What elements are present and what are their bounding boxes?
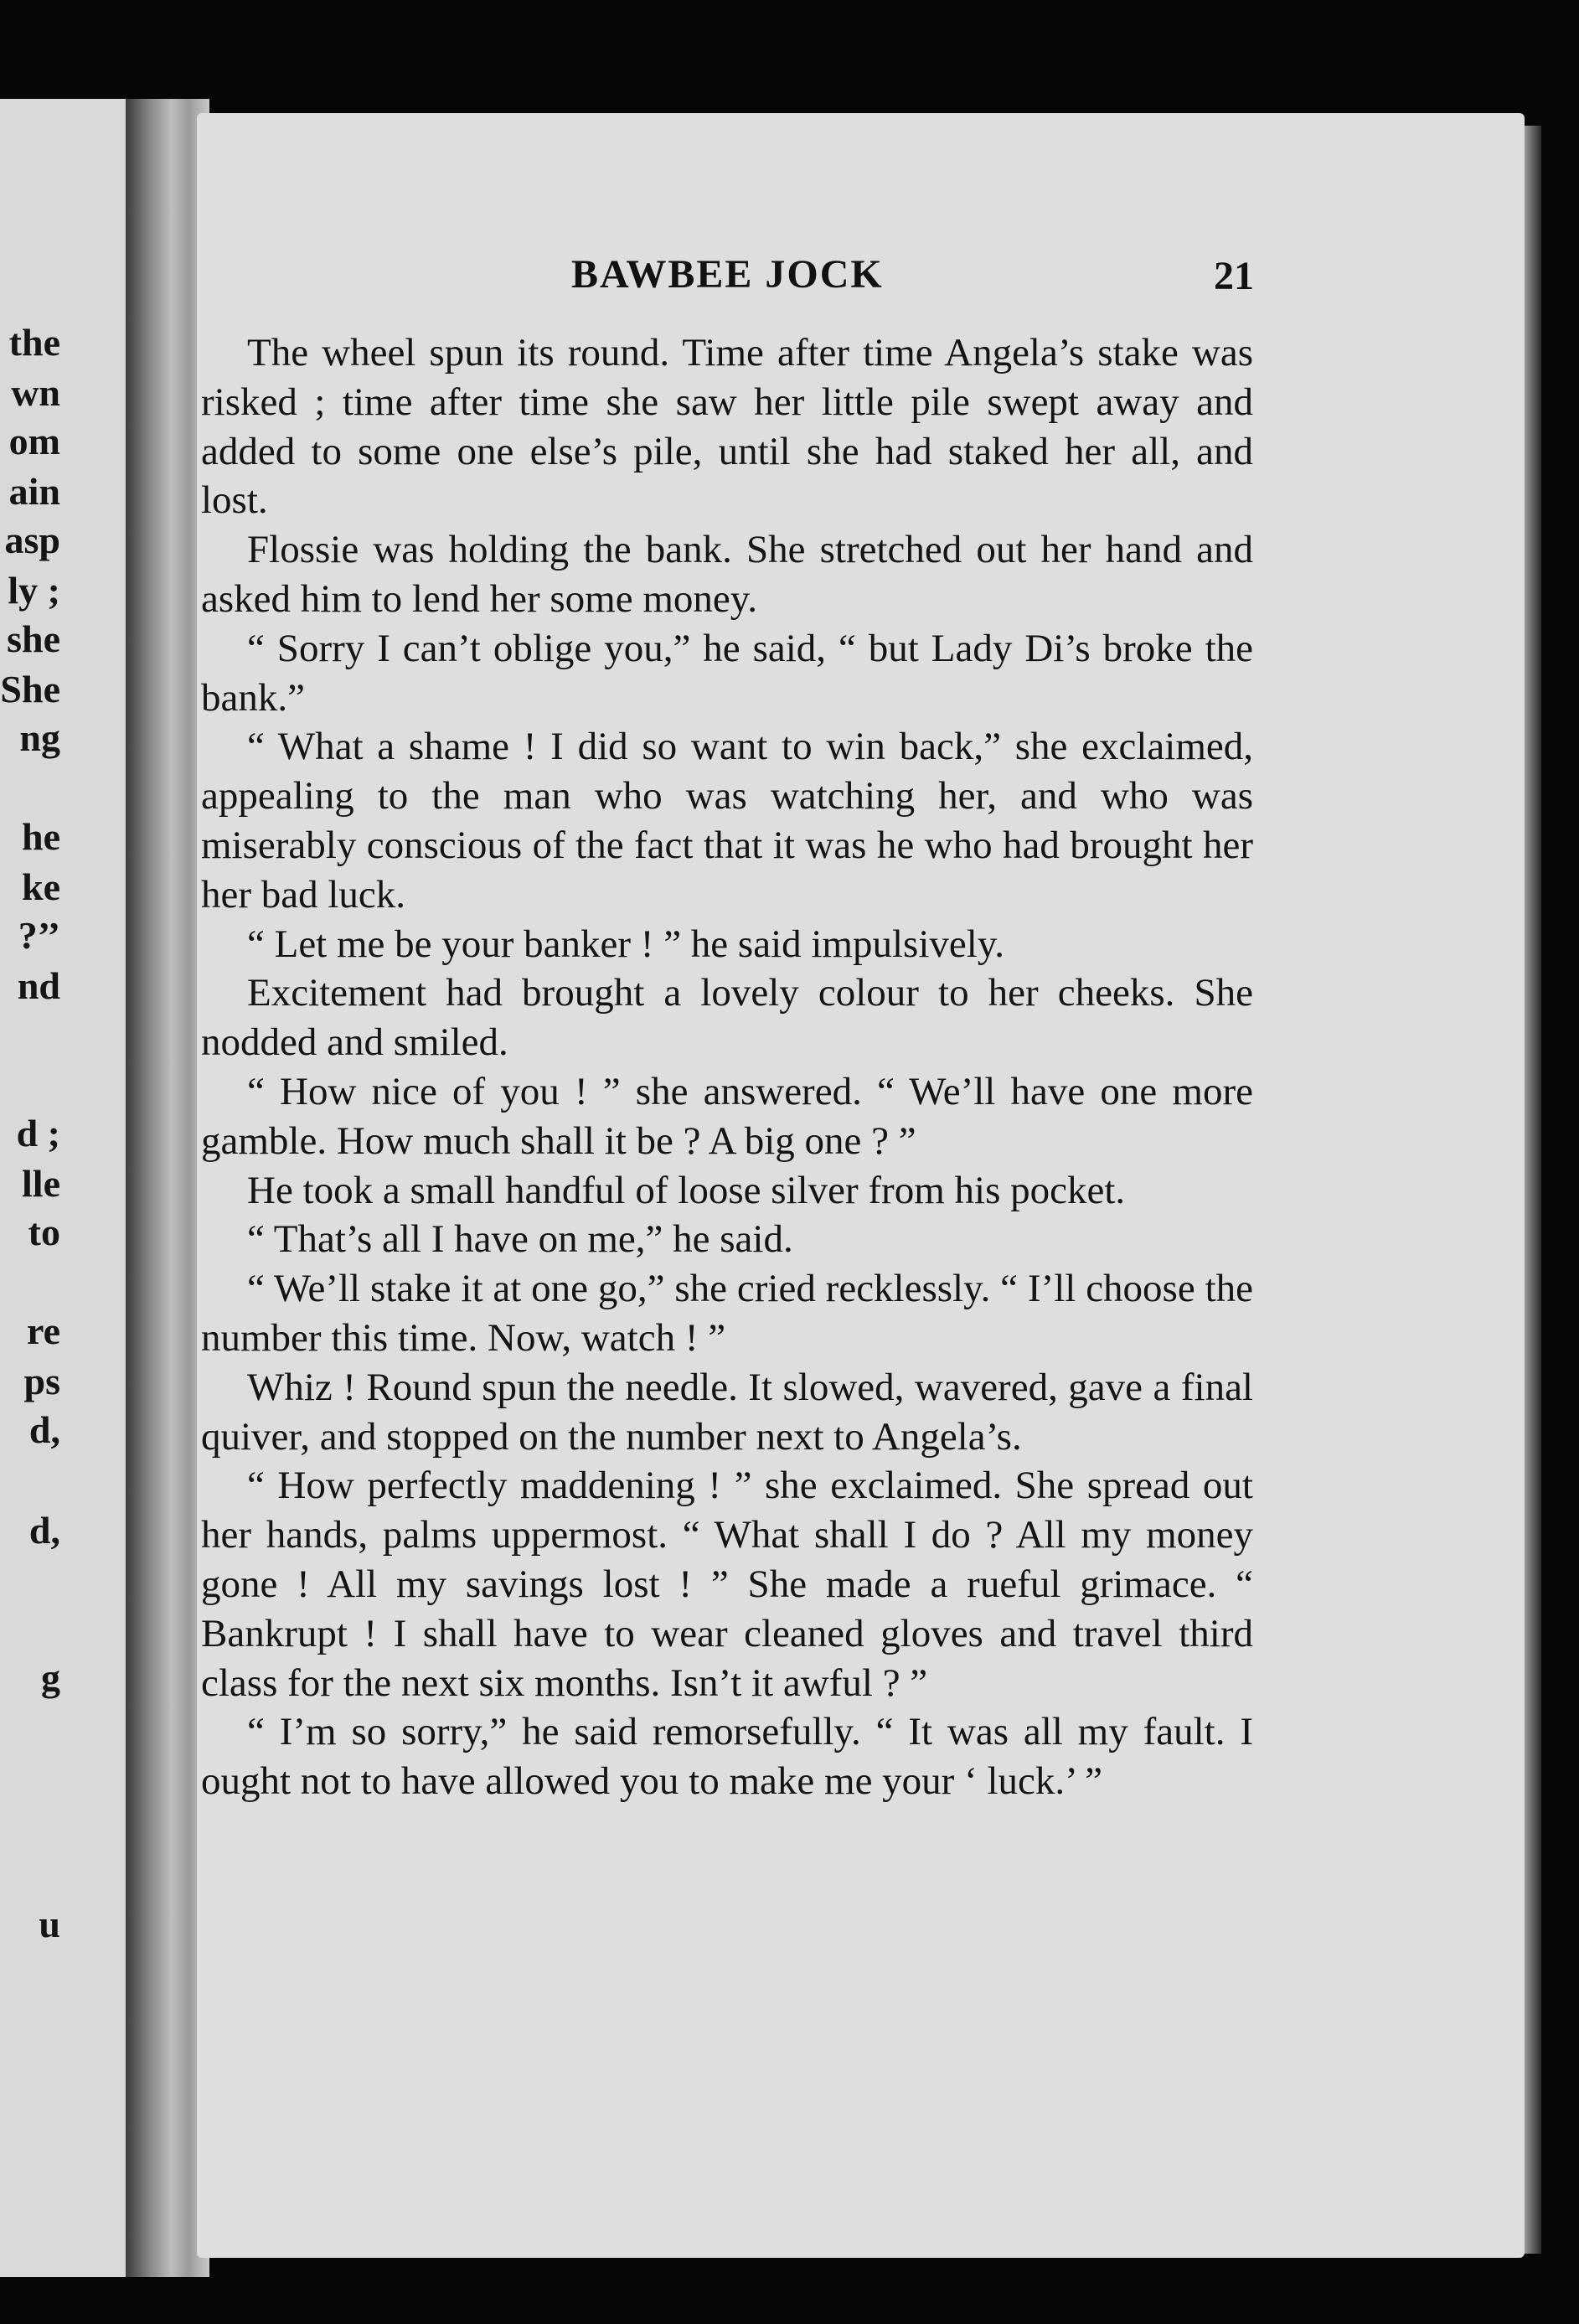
left-page-fragment: ng xyxy=(19,716,60,759)
paragraph: “ We’ll stake it at one go,” she cried recklessly. “ I’ll choose the number this time. Now, watch ! ” xyxy=(201,1267,1253,1360)
page-header xyxy=(197,251,1525,302)
left-page-fragment: ?’’ xyxy=(18,914,60,957)
left-page-fragment: the xyxy=(8,321,60,364)
paragraph: “ What a shame ! I did so want to win back,” she exclaimed, appealing to the man who was watching her, and who was miserably conscious of the fact that it was he who had brought her her bad luck. xyxy=(201,725,1253,917)
paragraph: Flossie was holding the bank. She stretched out her hand and asked him to lend her some money. xyxy=(201,528,1253,621)
left-page-fragment: asp xyxy=(4,519,60,561)
left-page-fragment: ps xyxy=(23,1360,60,1402)
left-page-fragment: She xyxy=(0,668,60,710)
left-page-fragment: lle xyxy=(22,1162,60,1205)
left-page-fragment: she xyxy=(7,617,60,660)
left-page-fragment: nd xyxy=(17,964,60,1007)
paragraph: “ How nice of you ! ” she answered. “ We’ll have one more gamble. How much shall it be ? A big one ? ” xyxy=(201,1069,1253,1163)
paragraph: Whiz ! Round spun the needle. It slowed, wavered, gave a final quiver, and stopped on the number next to Angela’s. xyxy=(201,1365,1253,1459)
left-page-fragment: u xyxy=(39,1903,60,1945)
left-page-fragment: ly ; xyxy=(8,569,60,612)
page-edge-shadow xyxy=(1525,126,1541,2254)
left-page-fragment: to xyxy=(28,1211,60,1253)
paragraph: “ Sorry I can’t oblige you,” he said, “ but Lady Di’s broke the bank.” xyxy=(201,626,1253,720)
paragraph: “ How perfectly maddening ! ” she exclaimed. She spread out her hands, palms uppermost. “ What shall I do ? All my money gone ! All my savings lost ! ” She made a rueful grimace. “ Bankrupt ! I shall have to wear cleaned gloves and travel third class for the next six months. Isn’t it awful ? ” xyxy=(201,1464,1253,1705)
left-page-fragment: g xyxy=(41,1656,60,1699)
left-page-fragment: ain xyxy=(8,470,60,513)
left-page-fragment: om xyxy=(8,420,60,462)
paragraph: Excitement had brought a lovely colour to her cheeks. She nodded and smiled. xyxy=(201,971,1253,1065)
page-number: 21 xyxy=(1214,254,1254,298)
paragraph: “ That’s all I have on me,” he said. xyxy=(247,1217,793,1262)
left-page-fragment: wn xyxy=(11,371,60,414)
left-page-fragment: d, xyxy=(28,1509,60,1552)
left-page-fragment: he xyxy=(22,815,60,858)
paragraph: “ I’m so sorry,” he said remorsefully. “ It was all my fault. I ought not to have allowed you to make me your ‘ luck.’ ” xyxy=(201,1710,1253,1804)
paragraph: “ Let me be your banker ! ” he said impulsively. xyxy=(247,922,1005,966)
left-page-fragment: ke xyxy=(22,865,60,908)
paragraph: The wheel spun its round. Time after time Angela’s stake was risked ; time after time she saw her little pile swept away and added to some one else’s pile, until she had staked her all, and lost. xyxy=(201,331,1253,523)
body-text xyxy=(201,328,1253,1806)
left-page-fragment: d, xyxy=(28,1408,60,1451)
left-page-fragment: d ; xyxy=(16,1112,60,1154)
paragraph: He took a small handful of loose silver from his pocket. xyxy=(247,1168,1126,1212)
left-page-fragment: re xyxy=(26,1309,60,1352)
running-title: BAWBEE JOCK xyxy=(571,252,884,297)
